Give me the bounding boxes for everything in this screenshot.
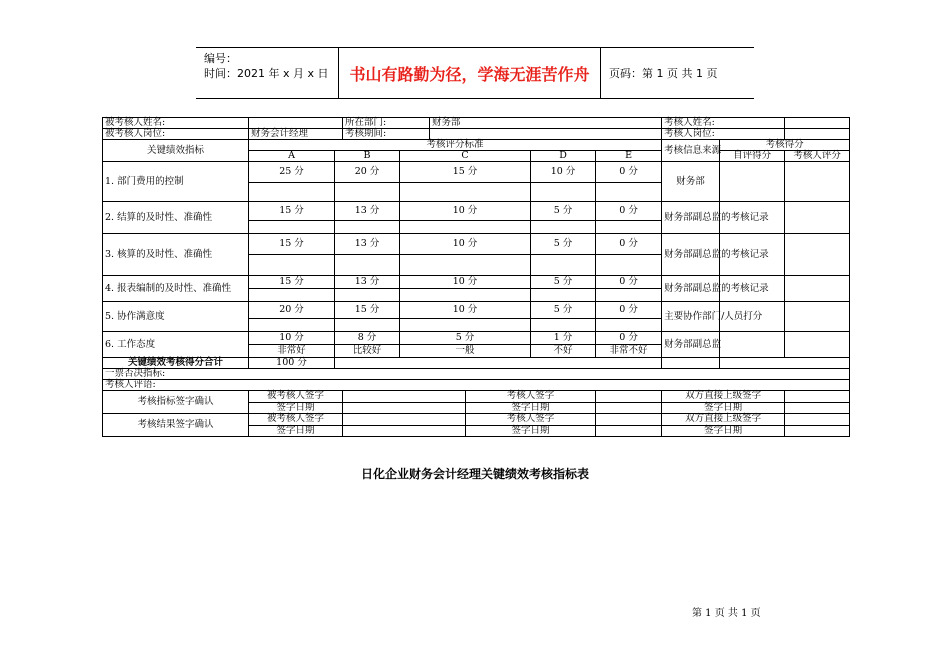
examinee-post-label: 被考核人岗位: xyxy=(103,129,249,140)
sign-date-field[interactable] xyxy=(596,425,662,437)
info-source: 财务部副总监 xyxy=(662,332,720,358)
sign-date-label: 签字日期 xyxy=(249,402,343,414)
blank-cell xyxy=(531,221,596,234)
kpi-header: 关键绩效指标 xyxy=(103,140,249,162)
superior-sign-field[interactable] xyxy=(785,414,850,426)
time-label: 时间：2021 年 x 月 x 日 xyxy=(204,67,329,80)
superior-sign-field[interactable] xyxy=(785,391,850,403)
blank-cell xyxy=(335,319,400,332)
blank-cell xyxy=(400,183,531,202)
info-source: 财务部副总监的考核记录 xyxy=(662,234,720,276)
level-d: 不好 xyxy=(531,345,596,358)
grade-b-header: B xyxy=(335,151,400,162)
blank-cell xyxy=(335,221,400,234)
header-meta xyxy=(196,48,339,98)
comment-label: 考核人评语: xyxy=(103,380,850,391)
blank-cell xyxy=(400,255,531,276)
score-a: 10 分 xyxy=(249,332,335,345)
dept-value: 财务部 xyxy=(430,118,662,129)
score-b: 13 分 xyxy=(335,276,400,289)
score-b: 13 分 xyxy=(335,202,400,221)
standard-header: 考核评分标准 xyxy=(249,140,662,151)
info-source: 财务部副总监的考核记录 xyxy=(662,202,720,234)
sign-date-field[interactable] xyxy=(343,425,466,437)
blank-cell xyxy=(335,183,400,202)
blank-cell xyxy=(596,221,662,234)
examiner-sign-label: 考核人签字 xyxy=(466,414,596,426)
grade-e-header: E xyxy=(596,151,662,162)
examiner-sign-field[interactable] xyxy=(596,391,662,403)
score-a: 25 分 xyxy=(249,162,335,183)
score-d: 10 分 xyxy=(531,162,596,183)
sign-date-field[interactable] xyxy=(785,425,850,437)
blank-cell xyxy=(249,319,335,332)
table-row xyxy=(103,162,850,183)
sign-date-label: 签字日期 xyxy=(466,402,596,414)
blank-cell xyxy=(531,319,596,332)
score-e: 0 分 xyxy=(596,162,662,183)
table-row xyxy=(103,302,850,319)
source-header: 考核信息来源 xyxy=(662,140,720,162)
score-a: 15 分 xyxy=(249,234,335,255)
kpi-name: 5. 协作满意度 xyxy=(103,302,249,332)
score-b: 15 分 xyxy=(335,302,400,319)
self-score-cell[interactable] xyxy=(720,332,785,358)
score-c: 10 分 xyxy=(400,234,531,255)
score-header: 考核得分 xyxy=(720,140,850,151)
examinee-sign-label: 被考核人签字 xyxy=(249,391,343,403)
level-b: 比较好 xyxy=(335,345,400,358)
score-b: 13 分 xyxy=(335,234,400,255)
column-header-row-1 xyxy=(103,140,850,151)
examiner-post-value[interactable] xyxy=(785,129,850,140)
info-source: 财务部 xyxy=(662,162,720,202)
examiner-sign-label: 考核人签字 xyxy=(466,391,596,403)
indicator-confirm-label: 考核指标签字确认 xyxy=(103,391,249,414)
blank-cell xyxy=(249,221,335,234)
examiner-sign-field[interactable] xyxy=(596,414,662,426)
score-d: 5 分 xyxy=(531,202,596,221)
score-a: 15 分 xyxy=(249,202,335,221)
blank-cell xyxy=(400,221,531,234)
page-code: 页码：第 1 页 共 1 页 xyxy=(609,67,718,80)
table-row xyxy=(103,276,850,289)
veto-label: 一票否决指标: xyxy=(103,369,850,380)
examiner-score-cell[interactable] xyxy=(785,302,850,332)
info-row-2 xyxy=(103,129,850,140)
kpi-name: 3. 核算的及时性、准确性 xyxy=(103,234,249,276)
period-label: 考核期间: xyxy=(343,129,430,140)
examiner-score-cell[interactable] xyxy=(785,202,850,234)
document-title: 日化企业财务会计经理关键绩效考核指标表 xyxy=(360,467,589,481)
examiner-score-cell[interactable] xyxy=(785,276,850,302)
veto-row xyxy=(103,369,850,380)
level-a: 非常好 xyxy=(249,345,335,358)
examiner-name-label: 考核人姓名: xyxy=(662,118,785,129)
kpi-name: 2. 结算的及时性、准确性 xyxy=(103,202,249,234)
score-d: 5 分 xyxy=(531,302,596,319)
score-e: 0 分 xyxy=(596,302,662,319)
level-e: 非常不好 xyxy=(596,345,662,358)
number-label: 编号： xyxy=(204,52,237,65)
grade-a-header: A xyxy=(249,151,335,162)
blank-cell xyxy=(596,289,662,302)
blank-cell xyxy=(335,255,400,276)
kpi-table xyxy=(102,117,850,437)
comment-row xyxy=(103,380,850,391)
blank-cell xyxy=(249,289,335,302)
self-score-header: 自评得分 xyxy=(720,151,785,162)
examiner-score-header: 考核人评分 xyxy=(785,151,850,162)
total-row xyxy=(103,358,850,369)
score-d: 1 分 xyxy=(531,332,596,345)
blank-cell xyxy=(720,358,850,369)
score-e: 0 分 xyxy=(596,332,662,345)
score-e: 0 分 xyxy=(596,276,662,289)
period-value[interactable] xyxy=(430,129,662,140)
score-a: 15 分 xyxy=(249,276,335,289)
blank-cell xyxy=(662,358,720,369)
examinee-sign-field[interactable] xyxy=(343,414,466,426)
score-c: 10 分 xyxy=(400,202,531,221)
sign-date-field[interactable] xyxy=(785,402,850,414)
score-e: 0 分 xyxy=(596,202,662,221)
examinee-sign-field[interactable] xyxy=(343,391,466,403)
kpi-name: 6. 工作态度 xyxy=(103,332,249,358)
result-confirm-label: 考核结果签字确认 xyxy=(103,414,249,437)
blank-cell xyxy=(400,319,531,332)
grade-d-header: D xyxy=(531,151,596,162)
blank-cell xyxy=(249,255,335,276)
sign-date-field[interactable] xyxy=(343,402,466,414)
examiner-post-label: 考核人岗位: xyxy=(662,129,785,140)
score-d: 5 分 xyxy=(531,276,596,289)
total-label: 关键绩效考核得分合计 xyxy=(103,358,249,369)
score-c: 10 分 xyxy=(400,276,531,289)
kpi-name: 1. 部门费用的控制 xyxy=(103,162,249,202)
blank-cell xyxy=(531,183,596,202)
sign-date-field[interactable] xyxy=(596,402,662,414)
info-source: 主要协作部门/人员打分 xyxy=(662,302,720,332)
page-footer: 第 1 页 共 1 页 xyxy=(692,608,761,619)
score-d: 5 分 xyxy=(531,234,596,255)
blank-cell xyxy=(400,289,531,302)
examinee-name-label: 被考核人姓名: xyxy=(103,118,249,129)
signature-row xyxy=(103,391,850,403)
level-c: 一般 xyxy=(400,345,531,358)
blank-cell xyxy=(531,255,596,276)
examinee-name-value[interactable] xyxy=(249,118,343,129)
examiner-score-cell[interactable] xyxy=(785,234,850,276)
examiner-name-value[interactable] xyxy=(785,118,850,129)
table-row xyxy=(103,202,850,221)
score-b: 20 分 xyxy=(335,162,400,183)
info-row-1 xyxy=(103,118,850,129)
blank-cell xyxy=(335,358,662,369)
info-source: 财务部副总监的考核记录 xyxy=(662,276,720,302)
examinee-post-value: 财务会计经理 xyxy=(249,129,343,140)
score-c: 10 分 xyxy=(400,302,531,319)
table-row xyxy=(103,234,850,255)
examiner-score-cell[interactable] xyxy=(785,332,850,358)
superior-sign-label: 双方直接上级签字 xyxy=(662,414,785,426)
page-header xyxy=(196,47,754,99)
examinee-sign-label: 被考核人签字 xyxy=(249,414,343,426)
kpi-name: 4. 报表编制的及时性、准确性 xyxy=(103,276,249,302)
score-c: 5 分 xyxy=(400,332,531,345)
self-score-cell[interactable] xyxy=(720,162,785,202)
examiner-score-cell[interactable] xyxy=(785,162,850,202)
sign-date-label: 签字日期 xyxy=(466,425,596,437)
blank-cell xyxy=(596,183,662,202)
signature-row xyxy=(103,414,850,426)
motto: 书山有路勤为径，学海无涯苦作舟 xyxy=(339,48,601,98)
blank-cell xyxy=(335,289,400,302)
score-b: 8 分 xyxy=(335,332,400,345)
sign-date-label: 签字日期 xyxy=(249,425,343,437)
sign-date-label: 签字日期 xyxy=(662,425,785,437)
blank-cell xyxy=(249,183,335,202)
blank-cell xyxy=(596,255,662,276)
score-a: 20 分 xyxy=(249,302,335,319)
blank-cell xyxy=(531,289,596,302)
sign-date-label: 签字日期 xyxy=(662,402,785,414)
score-c: 15 分 xyxy=(400,162,531,183)
total-value: 100 分 xyxy=(249,358,335,369)
dept-label: 所在部门: xyxy=(343,118,430,129)
blank-cell xyxy=(596,319,662,332)
table-row xyxy=(103,332,850,345)
score-e: 0 分 xyxy=(596,234,662,255)
grade-c-header: C xyxy=(400,151,531,162)
superior-sign-label: 双方直接上级签字 xyxy=(662,391,785,403)
